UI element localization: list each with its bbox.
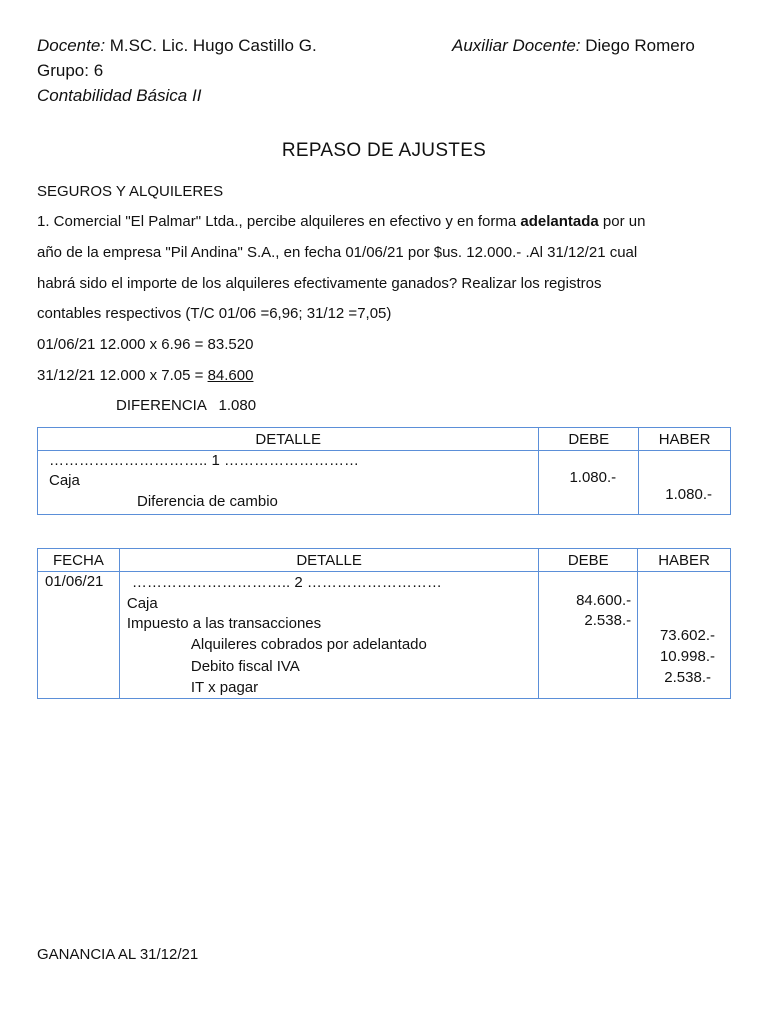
section-heading: SEGUROS Y ALQUILERES: [37, 183, 224, 200]
docente-line: [37, 36, 317, 56]
t2-header-detalle: DETALLE: [119, 549, 539, 572]
problem-line-1: [37, 213, 645, 230]
problem-bold: adelantada: [520, 213, 599, 230]
t1-debe-cell: [539, 451, 639, 515]
t1-header-detalle: DETALLE: [38, 428, 539, 451]
t2-entry-line: ………………………….. 2 ………………………: [131, 574, 442, 591]
grupo-line: Grupo: 6: [37, 61, 104, 80]
problem-text-b: por un: [598, 213, 646, 230]
t2-fecha-cell: [38, 572, 120, 699]
t2-account-caja: Caja: [126, 595, 158, 612]
t1-account-caja: Caja: [49, 472, 80, 489]
auxiliar-label: Auxiliar Docente:: [452, 36, 581, 55]
t2-account-it: Impuesto a las transacciones: [126, 615, 322, 632]
t1-debe-value: 1.080.-: [569, 469, 617, 486]
t2-fecha-value: 01/06/21: [45, 573, 104, 590]
t1-header-debe: DEBE: [539, 428, 639, 451]
t2-debe-caja: 84.600.-: [576, 592, 632, 609]
t2-debe-cell: [539, 572, 638, 699]
t2-haber-iva: 10.998.-: [659, 648, 715, 665]
difference-line: DIFERENCIA 1.080: [116, 397, 257, 414]
t2-debe-it: 2.538.-: [584, 612, 632, 629]
auxiliar-value: Diego Romero: [580, 36, 695, 55]
calc-line-2-result: 84.600: [207, 367, 254, 384]
problem-text-a: 1. Comercial "El Palmar" Ltda., percibe alquileres en efectivo y en forma: [37, 213, 521, 230]
t2-credit-it: IT x pagar: [190, 679, 259, 696]
problem-line-4: contables respectivos (T/C 01/06 =6,96; 31/12 =7,05): [37, 305, 392, 322]
t2-detalle-cell: [119, 572, 539, 699]
t1-haber-cell: [639, 451, 731, 515]
calc-line-2-text: 31/12/21 12.000 x 7.05 =: [37, 367, 208, 384]
t1-entry-line: ………………………….. 1 ………………………: [49, 452, 360, 469]
t2-header-debe: DEBE: [539, 549, 638, 572]
docente-label: Docente:: [37, 36, 106, 55]
t2-header-haber: HABER: [638, 549, 731, 572]
t2-header-fecha: FECHA: [38, 549, 120, 572]
calc-line-1: 01/06/21 12.000 x 6.96 = 83.520: [37, 336, 254, 353]
t1-detalle-cell: [38, 451, 539, 515]
problem-line-2: año de la empresa "Pil Andina" S.A., en fecha 01/06/21 por $us. 12.000.- .Al 31/12/21 cual: [37, 244, 638, 261]
materia-label: Contabilidad Básica II: [37, 86, 202, 105]
journal-table-1: [37, 427, 731, 515]
page-title: REPASO DE AJUSTES: [281, 140, 487, 161]
t1-account-diferencia: Diferencia de cambio: [137, 493, 278, 510]
journal-table-2: [37, 548, 731, 699]
docente-value: M.SC. Lic. Hugo Castillo G.: [105, 36, 317, 55]
t2-haber-cell: [638, 572, 731, 699]
t2-credit-iva: Debito fiscal IVA: [190, 658, 300, 675]
t2-haber-alquileres: 73.602.-: [659, 627, 715, 644]
t2-credit-alquileres: Alquileres cobrados por adelantado: [190, 636, 427, 653]
auxiliar-line: [452, 36, 695, 56]
t1-header-haber: HABER: [639, 428, 731, 451]
t1-haber-value: 1.080.-: [665, 486, 712, 503]
problem-line-3: habrá sido el importe de los alquileres efectivamente ganados? Realizar los registros: [37, 275, 602, 292]
materia-line: [37, 86, 201, 106]
t2-haber-it: 2.538.-: [664, 669, 711, 686]
calc-line-2: [37, 367, 253, 384]
ganancia-heading: GANANCIA AL 31/12/21: [37, 946, 199, 963]
